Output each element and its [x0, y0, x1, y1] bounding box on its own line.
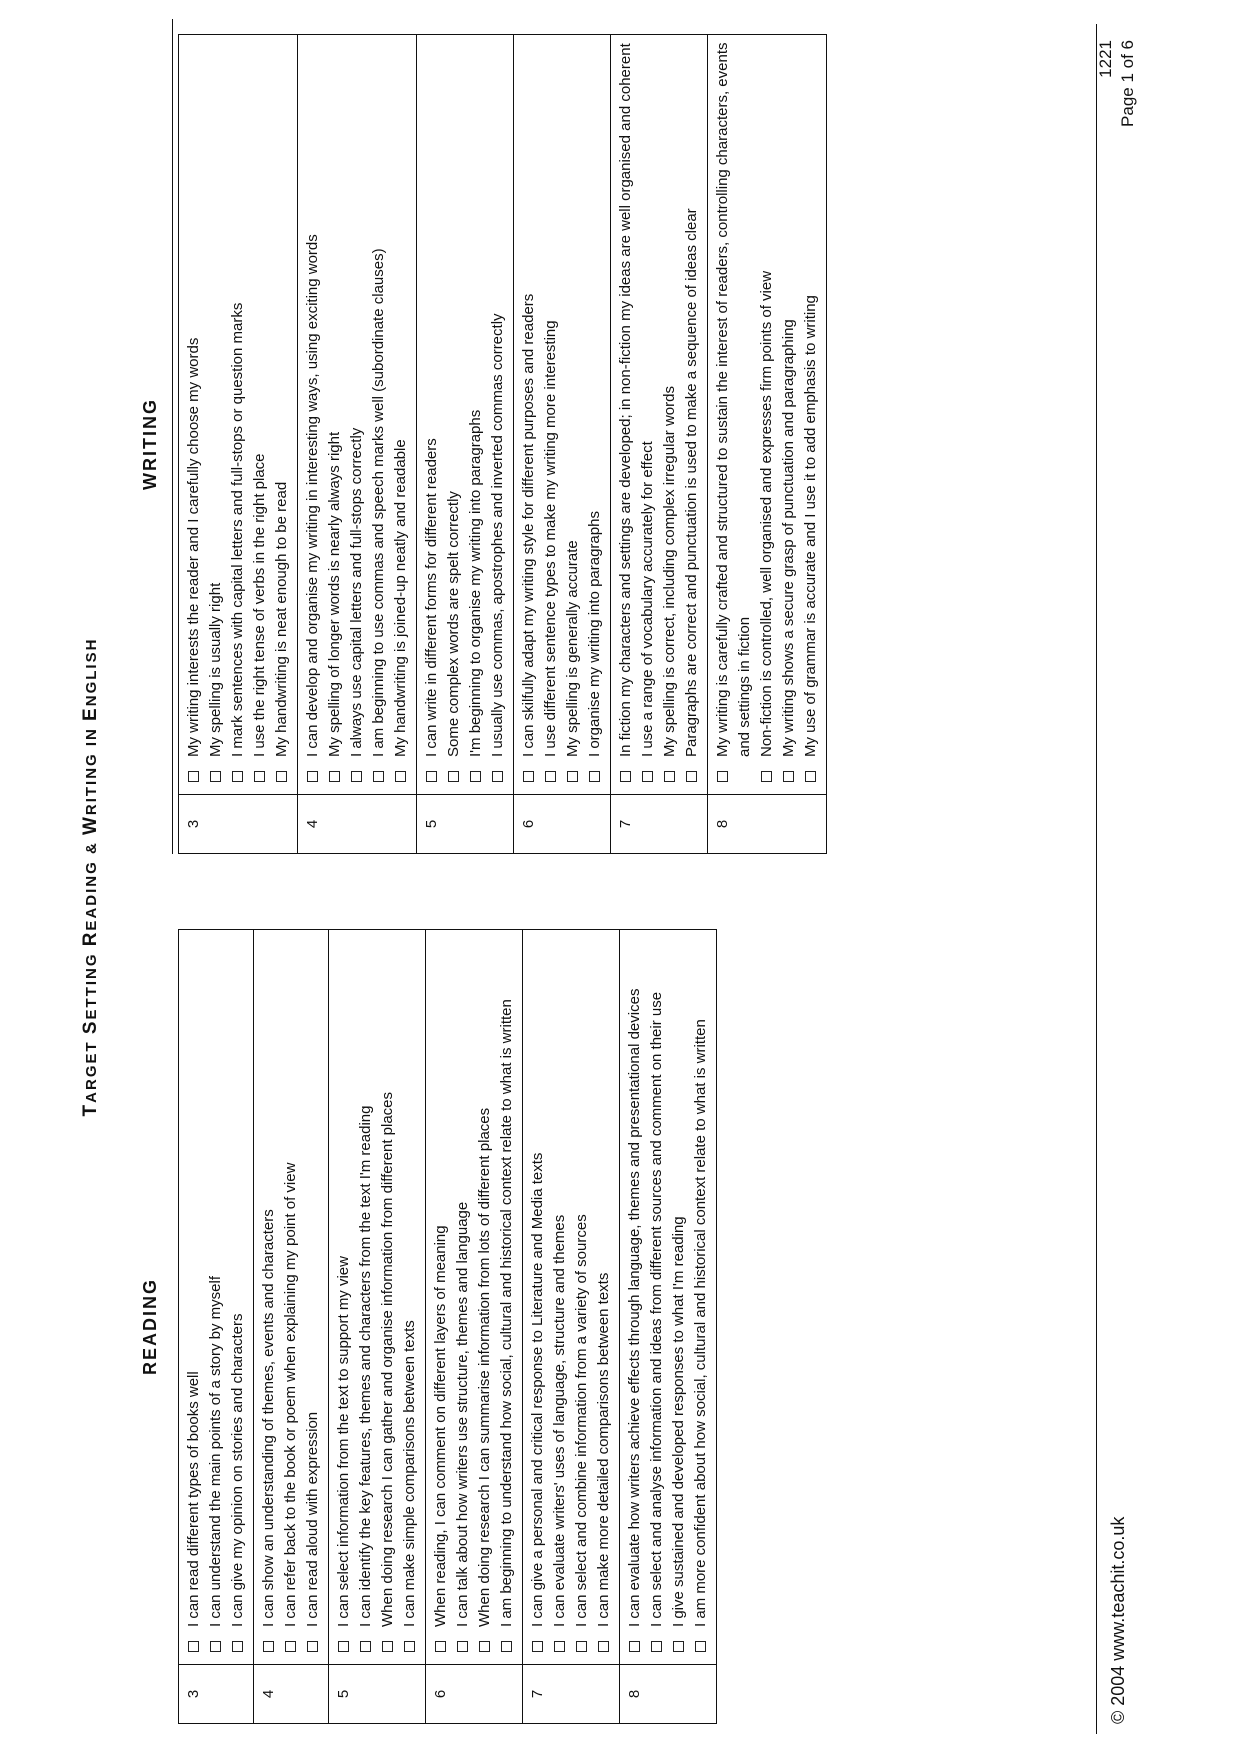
- checkbox-icon[interactable]: [276, 771, 287, 782]
- target-item: [227, 936, 249, 1658]
- reading-level-row: [523, 930, 620, 1724]
- checkbox-icon[interactable]: [589, 771, 600, 782]
- checkbox-icon[interactable]: [642, 771, 653, 782]
- writing-table: [178, 34, 827, 854]
- checkbox-icon[interactable]: [307, 1641, 318, 1652]
- target-text: I can develop and organise my writing in interesting ways, using exciting words: [304, 234, 321, 757]
- reading-level-row: [620, 930, 717, 1724]
- target-text: I can evaluate how writers achieve effects through language, themes and presentational devices: [626, 988, 643, 1627]
- target-text: My spelling of longer words is nearly always right: [326, 431, 343, 757]
- target-text: I can give a personal and critical response to Literature and Media texts: [529, 1152, 546, 1627]
- target-text: I can make more detailed comparisons between texts: [595, 1272, 612, 1627]
- target-item: [527, 936, 549, 1658]
- target-item: [390, 41, 412, 788]
- target-text: I can understand the main points of a story by myself: [207, 1275, 224, 1627]
- checkbox-icon[interactable]: [761, 771, 772, 782]
- target-text: I use a range of vocabulary accurately for effect: [639, 441, 656, 757]
- target-text: My writing interests the reader and I carefully choose my words: [185, 337, 202, 757]
- target-text: My use of grammar is accurate and I use it to add emphasis to writing: [802, 295, 819, 757]
- target-item: [346, 41, 368, 788]
- level-number: 5: [329, 1665, 426, 1724]
- target-text: I am beginning to use commas and speech marks well (subordinate clauses): [370, 248, 387, 757]
- level-targets: [611, 35, 708, 795]
- level-targets: [708, 35, 827, 795]
- level-number: 6: [426, 1665, 523, 1724]
- target-item: [399, 936, 421, 1658]
- target-text: When reading, I can comment on different layers of meaning: [432, 1225, 449, 1627]
- title-initial: E: [80, 706, 101, 721]
- target-item: [421, 41, 443, 788]
- target-item: [690, 936, 712, 1658]
- target-text: My handwriting is neat enough to be read: [273, 481, 290, 757]
- target-text: I can talk about how writers use structure, themes and language: [454, 1201, 471, 1627]
- title-initial: T: [80, 1102, 101, 1117]
- checkbox-icon[interactable]: [232, 771, 243, 782]
- checkbox-icon[interactable]: [435, 1641, 446, 1652]
- target-item: [271, 41, 293, 788]
- target-item: [227, 41, 249, 788]
- target-text: I can evaluate writers' uses of language, structure and themes: [551, 1214, 568, 1627]
- checkbox-icon[interactable]: [457, 1641, 468, 1652]
- checkbox-icon[interactable]: [598, 1641, 609, 1652]
- checkbox-icon[interactable]: [620, 771, 631, 782]
- target-item: [668, 936, 690, 1658]
- level-number: 6: [514, 795, 611, 854]
- target-text: I can read different types of books well: [185, 1371, 202, 1627]
- title-rest: ETTING: [83, 946, 100, 1020]
- target-text: I can select and analyse information and ideas from different sources and comment on their use: [648, 991, 665, 1627]
- reading-level-row: [254, 930, 329, 1724]
- checkbox-icon[interactable]: [254, 771, 265, 782]
- target-text: My spelling is generally accurate: [564, 540, 581, 757]
- checkbox-icon[interactable]: [188, 1641, 199, 1652]
- target-item: [430, 936, 452, 1658]
- target-item: [443, 41, 465, 788]
- target-text: Paragraphs are correct and punctuation is used to make a sequence of ideas clear: [683, 208, 700, 757]
- title-rest: RITING IN: [83, 720, 100, 816]
- title-initial: R: [80, 930, 101, 947]
- checkbox-icon[interactable]: [470, 771, 481, 782]
- reading-level-row: [426, 930, 523, 1724]
- target-text: My handwriting is joined-up neatly and readable: [392, 439, 409, 757]
- target-item: [302, 936, 324, 1658]
- target-item: [800, 41, 822, 788]
- writing-level-row: [708, 35, 827, 854]
- checkbox-icon[interactable]: [664, 771, 675, 782]
- checkbox-icon[interactable]: [285, 1641, 296, 1652]
- target-item: [258, 936, 280, 1658]
- title-rest: EADING &: [83, 835, 100, 931]
- target-text: I can give my opinion on stories and characters: [229, 1313, 246, 1627]
- target-item: [302, 41, 324, 788]
- target-text: Some complex words are spelt correctly: [445, 491, 462, 757]
- checkbox-icon[interactable]: [576, 1641, 587, 1652]
- title-initial: S: [80, 1019, 101, 1035]
- target-item: [474, 936, 496, 1658]
- checkbox-icon[interactable]: [629, 1641, 640, 1652]
- document-id: 1221: [1096, 40, 1115, 78]
- checkbox-icon[interactable]: [695, 1641, 706, 1652]
- level-targets: [523, 930, 620, 1665]
- checkbox-icon[interactable]: [783, 771, 794, 782]
- target-item: [681, 41, 703, 788]
- target-item: [465, 41, 487, 788]
- checkbox-icon[interactable]: [263, 1641, 274, 1652]
- level-number: 5: [417, 795, 514, 854]
- target-item: [659, 41, 681, 788]
- level-targets: [179, 930, 254, 1665]
- target-text: I use different sentence types to make my writing more interesting: [542, 320, 559, 757]
- checkbox-icon[interactable]: [395, 771, 406, 782]
- footer-divider: [1096, 24, 1097, 1734]
- target-item: [205, 41, 227, 788]
- checkbox-icon[interactable]: [523, 771, 534, 782]
- checkbox-icon[interactable]: [532, 1641, 543, 1652]
- target-text: I can identify the key features, themes and characters from the text I'm reading: [357, 1105, 374, 1627]
- reading-table: [178, 929, 717, 1724]
- target-item: [183, 936, 205, 1658]
- checkbox-icon[interactable]: [686, 771, 697, 782]
- target-text: I organise my writing into paragraphs: [586, 511, 603, 757]
- level-targets: [179, 35, 298, 795]
- title-rest: NGLISH: [83, 637, 100, 707]
- checkbox-icon[interactable]: [554, 1641, 565, 1652]
- checkbox-icon[interactable]: [210, 771, 221, 782]
- reading-level-row: [329, 930, 426, 1724]
- target-item: [778, 41, 800, 788]
- target-item: [549, 936, 571, 1658]
- checkbox-icon[interactable]: [338, 1641, 349, 1652]
- target-item: [280, 936, 302, 1658]
- checkbox-icon[interactable]: [448, 771, 459, 782]
- target-item: [540, 41, 562, 788]
- checkbox-icon[interactable]: [426, 771, 437, 782]
- target-item: [183, 41, 205, 788]
- target-text: I mark sentences with capital letters and full-stops or question marks: [229, 302, 246, 757]
- checkbox-icon[interactable]: [188, 771, 199, 782]
- target-text: I can read aloud with expression: [304, 1411, 321, 1627]
- target-item: [324, 41, 346, 788]
- target-item: [571, 936, 593, 1658]
- target-item: [593, 936, 615, 1658]
- page-title: [80, 0, 102, 1754]
- target-text: In fiction my characters and settings are developed; in non-fiction my ideas are well organised and coherent: [617, 43, 634, 757]
- target-item: [646, 936, 668, 1658]
- checkbox-icon[interactable]: [567, 771, 578, 782]
- level-number: 4: [254, 1665, 329, 1724]
- target-text: I can make simple comparisons between texts: [401, 1320, 418, 1627]
- checkbox-icon[interactable]: [232, 1641, 243, 1652]
- level-targets: [417, 35, 514, 795]
- level-number: 7: [611, 795, 708, 854]
- checkbox-icon[interactable]: [382, 1641, 393, 1652]
- checkbox-icon[interactable]: [307, 771, 318, 782]
- page-number: Page 1 of 6: [1118, 40, 1137, 127]
- target-text: I usually use commas, apostrophes and inverted commas correctly: [489, 313, 506, 757]
- checkbox-icon[interactable]: [651, 1641, 662, 1652]
- target-item: [518, 41, 540, 788]
- reading-level-row: [179, 930, 254, 1724]
- checkbox-icon[interactable]: [479, 1641, 490, 1652]
- writing-level-row: [179, 35, 298, 854]
- target-text: I can select and combine information from a variety of sources: [573, 1214, 590, 1627]
- target-item: [452, 936, 474, 1658]
- title-initial: W: [80, 815, 101, 836]
- checkbox-icon[interactable]: [360, 1641, 371, 1652]
- writing-level-row: [514, 35, 611, 854]
- writing-level-row: [611, 35, 708, 854]
- level-targets: [426, 930, 523, 1665]
- reading-heading: READING: [140, 1278, 160, 1376]
- level-targets: [620, 930, 717, 1665]
- level-number: 3: [179, 1665, 254, 1724]
- target-text: My spelling is correct, including complex irregular words: [661, 386, 678, 757]
- target-item: [377, 936, 399, 1658]
- writing-level-row: [298, 35, 417, 854]
- checkbox-icon[interactable]: [404, 1641, 415, 1652]
- checkbox-icon[interactable]: [351, 771, 362, 782]
- target-item: [615, 41, 637, 788]
- level-number: 8: [708, 795, 827, 854]
- target-text: I can show an understanding of themes, events and characters: [260, 1209, 277, 1627]
- target-text: I give sustained and developed responses to what I'm reading: [670, 1216, 687, 1627]
- target-item: [249, 41, 271, 788]
- target-item: [496, 936, 518, 1658]
- level-number: 3: [179, 795, 298, 854]
- target-text: My spelling is usually right: [207, 582, 224, 757]
- target-item: [624, 936, 646, 1658]
- target-text: When doing research I can gather and organise information from different places: [379, 1091, 396, 1627]
- level-number: 8: [620, 1665, 717, 1724]
- target-item: [712, 41, 756, 788]
- target-text: I can skilfully adapt my writing style for different purposes and readers: [520, 293, 537, 757]
- target-text: My writing shows a secure grasp of punctuation and paragraphing: [780, 319, 797, 757]
- copyright-text: © 2004 www.teachit.co.uk: [1108, 1516, 1128, 1724]
- checkbox-icon[interactable]: [210, 1641, 221, 1652]
- checkbox-icon[interactable]: [717, 771, 728, 782]
- target-text: I am beginning to understand how social, cultural and historical context relate to what is written: [498, 999, 515, 1627]
- target-item: [756, 41, 778, 788]
- writing-level-row: [417, 35, 514, 854]
- checkbox-icon[interactable]: [501, 1641, 512, 1652]
- target-item: [562, 41, 584, 788]
- page-info: [1095, 40, 1139, 127]
- checkbox-icon[interactable]: [373, 771, 384, 782]
- level-targets: [514, 35, 611, 795]
- target-text: I can refer back to the book or poem when explaining my point of view: [282, 1162, 299, 1627]
- target-item: [637, 41, 659, 788]
- level-targets: [254, 930, 329, 1665]
- checkbox-icon[interactable]: [492, 771, 503, 782]
- checkbox-icon[interactable]: [545, 771, 556, 782]
- title-rest: ARGET: [83, 1034, 100, 1103]
- level-targets: [329, 930, 426, 1665]
- checkbox-icon[interactable]: [805, 771, 816, 782]
- target-item: [368, 41, 390, 788]
- target-text: I can select information from the text to support my view: [335, 1256, 352, 1627]
- target-text: When doing research I can summarise information from lots of different places: [476, 1107, 493, 1627]
- target-item: [355, 936, 377, 1658]
- target-text: Non-fiction is controlled, well organised and expresses firm points of view: [758, 270, 775, 757]
- target-item: [333, 936, 355, 1658]
- target-text: My writing is carefully crafted and structured to sustain the interest of readers, controlling characters, events and settings in fiction: [714, 42, 753, 757]
- writing-heading: WRITING: [140, 398, 160, 490]
- target-text: I use the right tense of verbs in the right place: [251, 453, 268, 757]
- target-item: [205, 936, 227, 1658]
- target-item: [487, 41, 509, 788]
- target-item: [584, 41, 606, 788]
- level-number: 4: [298, 795, 417, 854]
- target-text: I always use capital letters and full-stops correctly: [348, 427, 365, 757]
- target-text: I'm beginning to organise my writing into paragraphs: [467, 409, 484, 757]
- target-text: I can write in different forms for different readers: [423, 438, 440, 757]
- checkbox-icon[interactable]: [329, 771, 340, 782]
- level-targets: [298, 35, 417, 795]
- checkbox-icon[interactable]: [673, 1641, 684, 1652]
- target-text: I am more confident about how social, cultural and historical context relate to what is written: [692, 1019, 709, 1627]
- level-number: 7: [523, 1665, 620, 1724]
- top-divider: [172, 19, 173, 854]
